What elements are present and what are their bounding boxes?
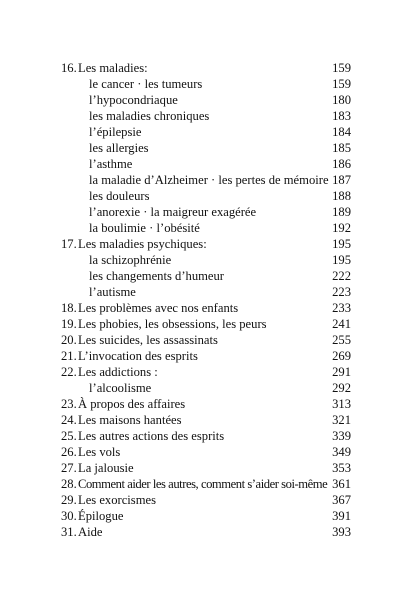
toc-subentry <box>61 76 351 92</box>
toc-entry-title: la schizophrénie <box>89 253 172 267</box>
toc-page-number: 188 <box>332 189 351 203</box>
toc-entry-title: l’autisme <box>89 285 136 299</box>
toc-page-number: 192 <box>332 221 351 235</box>
toc-entry-title: Aide <box>78 525 103 539</box>
toc-entry <box>61 236 351 252</box>
toc-entry-title: la boulimie · l’obésité <box>89 221 200 235</box>
toc-entry-title: les douleurs <box>89 189 150 203</box>
toc-subentry <box>61 252 351 268</box>
toc-entry-title: Les exorcismes <box>78 493 156 507</box>
toc-page-number: 195 <box>332 253 351 267</box>
toc-entry-title: La jalousie <box>78 461 134 475</box>
toc-entry-number: 25. <box>61 429 77 443</box>
toc-page-number: 222 <box>332 269 351 283</box>
toc-page-number: 183 <box>332 109 351 123</box>
toc-subentry <box>61 172 351 188</box>
toc-entry-number: 29. <box>61 493 77 507</box>
toc-page-number: 339 <box>332 429 351 443</box>
toc-page-number: 269 <box>332 349 351 363</box>
toc-subentry <box>61 204 351 220</box>
toc-subentry <box>61 220 351 236</box>
toc-subentry <box>61 268 351 284</box>
toc-entry-title: les allergies <box>89 141 149 155</box>
toc-subentry <box>61 156 351 172</box>
toc-page-number: 361 <box>332 477 351 491</box>
toc-entry <box>61 428 351 444</box>
toc-entry-number: 20. <box>61 333 77 347</box>
toc-page-number: 391 <box>332 509 351 523</box>
toc-entry-number: 24. <box>61 413 77 427</box>
toc-subentry <box>61 108 351 124</box>
toc-entry <box>61 476 351 492</box>
toc-entry-title: l’asthme <box>89 157 133 171</box>
toc-entry-title: les maladies chroniques <box>89 109 210 123</box>
toc-entry <box>61 508 351 524</box>
toc-page-number: 349 <box>332 445 351 459</box>
toc-entry-number: 19. <box>61 317 77 331</box>
toc-page-number: 189 <box>332 205 351 219</box>
toc-page-number: 313 <box>332 397 351 411</box>
toc-page-number: 367 <box>332 493 351 507</box>
toc-page-number: 184 <box>332 125 351 139</box>
toc-subentry <box>61 124 351 140</box>
toc-entry-number: 22. <box>61 365 77 379</box>
toc-page-number: 353 <box>332 461 351 475</box>
toc-page-number: 291 <box>332 365 351 379</box>
toc-page-number: 185 <box>332 141 351 155</box>
toc-page-number: 233 <box>332 301 351 315</box>
toc-entry-title: Les vols <box>78 445 121 459</box>
toc-entry-title: Comment aider les autres, comment s’aider soi-même <box>78 477 328 491</box>
toc-entry <box>61 316 351 332</box>
toc-entry <box>61 300 351 316</box>
toc-page-number: 180 <box>332 93 351 107</box>
toc-entry <box>61 444 351 460</box>
toc-page-number: 159 <box>332 61 351 75</box>
toc-entry-number: 16. <box>61 61 77 75</box>
toc-subentry <box>61 188 351 204</box>
toc-entry-number: 28. <box>61 477 77 491</box>
toc-entry-title: l’alcoolisme <box>89 381 152 395</box>
toc-entry-title: le cancer · les tumeurs <box>89 77 203 91</box>
toc-subentry <box>61 92 351 108</box>
toc-entry-title: l’hypocondriaque <box>89 93 178 107</box>
toc-entry-title: l’épilepsie <box>89 125 142 139</box>
toc-page-number: 159 <box>332 77 351 91</box>
toc-entry-number: 31. <box>61 525 77 539</box>
toc-page-number: 195 <box>332 237 351 251</box>
toc-entry-title: les changements d’humeur <box>89 269 224 283</box>
toc-entry <box>61 460 351 476</box>
toc-entry-title: Les autres actions des esprits <box>78 429 225 443</box>
toc-page-number: 187 <box>332 173 351 187</box>
toc-entry-title: Les phobies, les obsessions, les peurs <box>78 317 267 331</box>
toc-entry-title: l’anorexie · la maigreur exagérée <box>89 205 257 219</box>
toc-entry-title: À propos des affaires <box>78 397 186 411</box>
toc-page-number: 186 <box>332 157 351 171</box>
toc-page-number: 321 <box>332 413 351 427</box>
toc-entry <box>61 60 351 76</box>
toc-page-number: 393 <box>332 525 351 539</box>
toc-entry-title: Épilogue <box>78 509 124 523</box>
toc-entry-title: Les maladies psychiques: <box>78 237 207 251</box>
toc-page-number: 255 <box>332 333 351 347</box>
toc-entry <box>61 524 351 540</box>
toc-page-number: 223 <box>332 285 351 299</box>
toc-entry-title: L’invocation des esprits <box>78 349 198 363</box>
toc-entry <box>61 364 351 380</box>
toc-entry-title: Les maladies: <box>78 61 148 75</box>
toc-entry-title: Les problèmes avec nos enfants <box>78 301 239 315</box>
toc-entry <box>61 396 351 412</box>
toc-entry-number: 21. <box>61 349 77 363</box>
toc-entry-number: 23. <box>61 397 77 411</box>
toc-entry-title: la maladie d’Alzheimer · les pertes de mémoire <box>89 173 329 187</box>
toc-entry <box>61 348 351 364</box>
toc-entry-title: Les suicides, les assassinats <box>78 333 218 347</box>
toc-subentry <box>61 284 351 300</box>
toc-entry-number: 17. <box>61 237 77 251</box>
toc-entry-number: 26. <box>61 445 77 459</box>
toc-entry-number: 30. <box>61 509 77 523</box>
toc-subentry <box>61 140 351 156</box>
toc-entry-number: 18. <box>61 301 77 315</box>
toc-subentry <box>61 380 351 396</box>
toc-page-number: 241 <box>332 317 351 331</box>
toc-entry <box>61 492 351 508</box>
toc-entry <box>61 412 351 428</box>
table-of-contents <box>61 60 351 540</box>
toc-entry-title: Les maisons hantées <box>78 413 182 427</box>
toc-entry-title: Les addictions : <box>78 365 158 379</box>
toc-entry-number: 27. <box>61 461 77 475</box>
toc-entry <box>61 332 351 348</box>
toc-page-number: 292 <box>332 381 351 395</box>
